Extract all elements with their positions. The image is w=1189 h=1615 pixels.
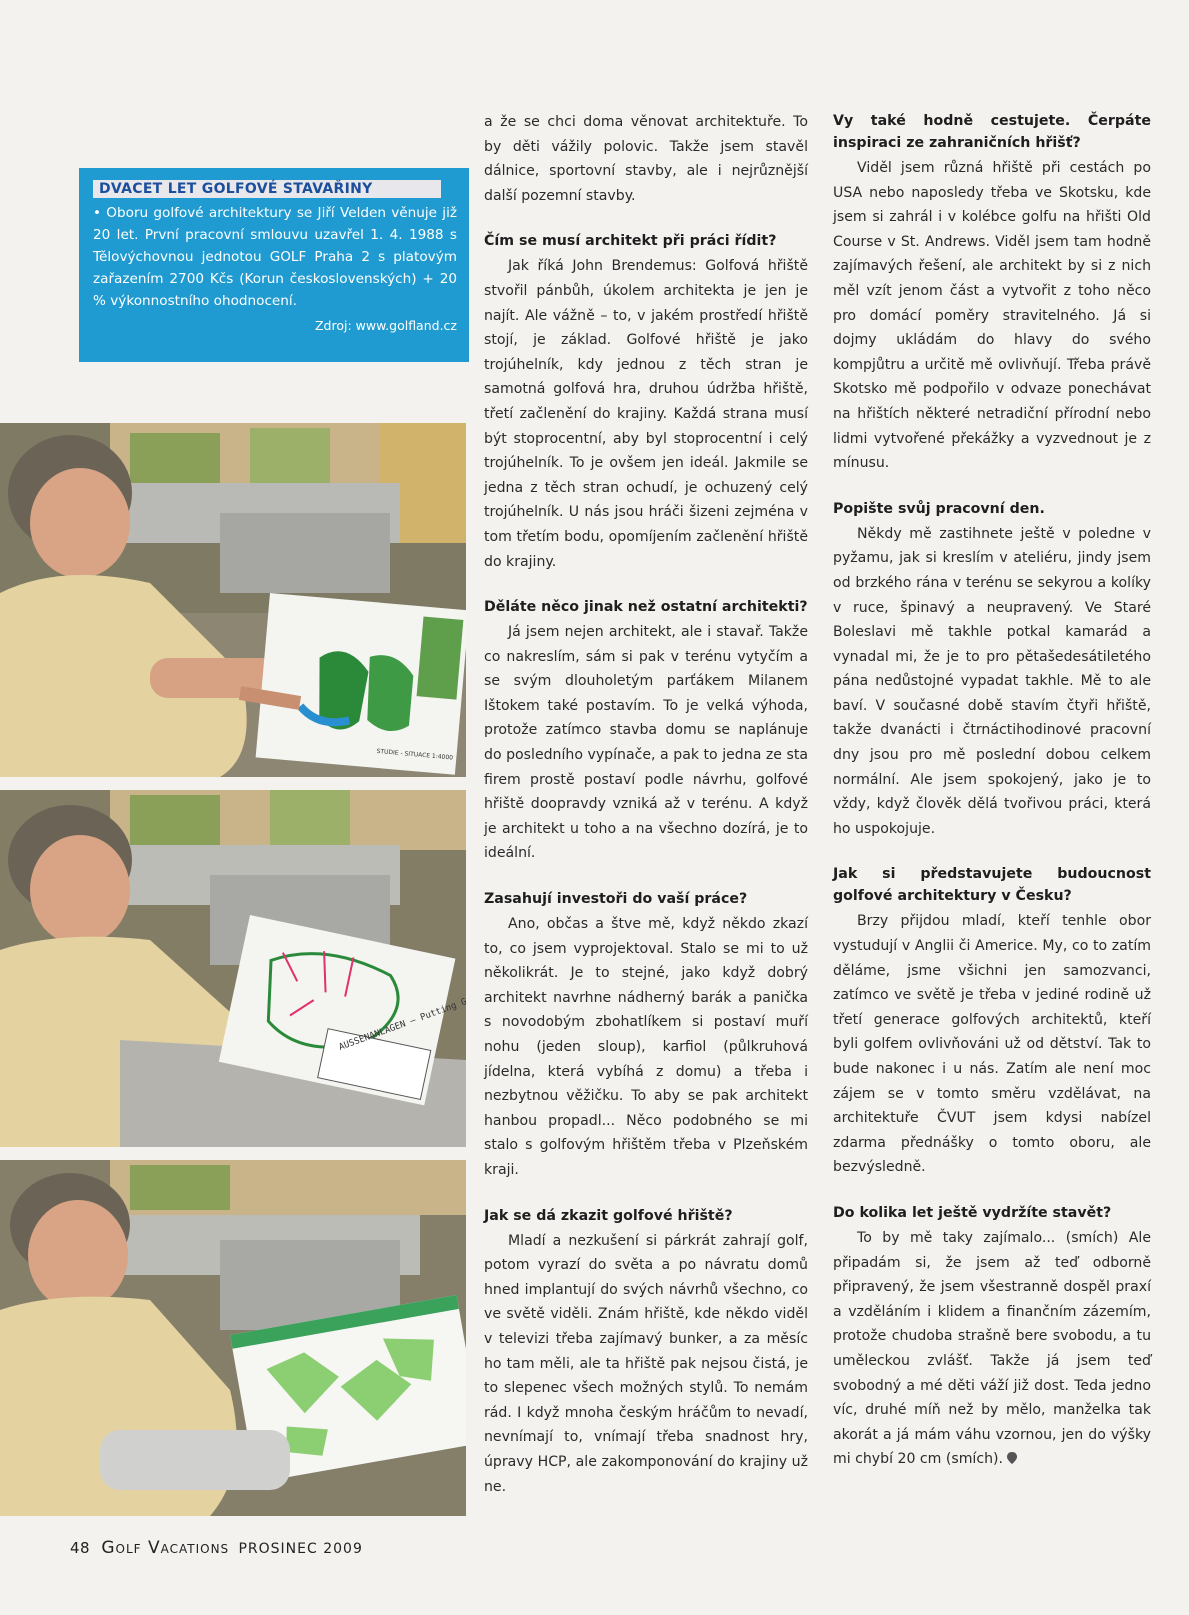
article-column-2: [833, 110, 1151, 1472]
interview-question: Popište svůj pracovní den.: [833, 500, 1045, 517]
page-number: 48: [70, 1539, 91, 1557]
plan1-label: STUDIE - SITUACE 1:4000: [376, 747, 454, 762]
interview-question: Vy také hodně cestujete. Čerpáte inspiraci ze zahraničních hřišť?: [833, 113, 1151, 151]
article-paragraph: Ano, občas a štve mě, když někdo zkazí to, co jsem vyprojektoval. Stalo se mi to už několikrát. Je to stejné, jako když dobrý architekt navrhne nádherný barák a panička s novodobým zbohatlíkem si postaví muří nohu (jeden sloup), karfiol (půlkruhová jídelna, která vybíhá z domu) a třeba i nezbytnou věžičku. To aby se pak architekt hanbou propadl... Něco podobného se mi stalo s golfovým hřištěm třeba v Plzeňském kraji.: [484, 916, 808, 1178]
article-paragraph: Já jsem nejen architekt, ale i stavař. Takže co nakreslím, sám si pak v terénu vytyčím a se svým dlouholetým parťákem Milanem Ištokem také postavím. To je velká výhoda, protože zatímco stavba domu se naplánuje do posledního vypínače, a pak to jedna ze sta firem prostě postaví podle návrhu, golfové hřiště doopravdy vzniká až v terénu. A když je architekt u toho a na všechno dozírá, je to ideální.: [484, 624, 808, 862]
photo-architect-1: [0, 423, 466, 777]
article-paragraph: [833, 1226, 1151, 1472]
interview-question: Čím se musí architekt při práci řídit?: [484, 233, 777, 250]
plan2-label: AUSSENANLAGEN – Putting Green: [337, 989, 466, 1053]
interview-question: Do kolika let ještě vydržíte stavět?: [833, 1204, 1112, 1221]
golf-pin-icon: [1007, 1452, 1017, 1464]
interview-question: Děláte něco jinak než ostatní architekti?: [484, 599, 808, 616]
article-column-1: [484, 110, 808, 1499]
interview-question: Jak si představujete budoucnost golfové architektury v Česku?: [833, 866, 1151, 905]
article-paragraph: Někdy mě zastihnete ještě v poledne v pyžamu, jak si kreslím v ateliéru, jindy jsem od brzkého rána v terénu se sekyrou a kolíky v ruce, špinavý a neupravený. Ve Staré Boleslavi mě takhle potkal kamarád a vynadal mi, že je to pro pětašedesátiletého pána nedůstojné vypadat takhle. Mě to ale baví. V současné době stavím čtyři hřiště, takže dvanácti i čtrnáctihodinové pracovní dny jsou pro mě poslední dobou celkem normální. Ale jsem spokojený, jako je to vždy, když člověk dělá tvořivou práci, která ho uspokojuje.: [833, 525, 1151, 837]
sidebar-box: [79, 168, 469, 362]
issue-date: PROSINEC 2009: [238, 1541, 363, 1557]
sidebar-body: • Oboru golfové architektury se Jiří Velden věnuje již 20 let. První pracovní smlouvu uzavřel 1. 4. 1988 s Tělovýchovnou jednotou GOLF Praha 2 s platovým zařazením 2700 Kčs (Korun československých) + 20 % výkonnostního ohodnocení.: [93, 205, 457, 309]
article-paragraph: Jak říká John Brendemus: Golfová hřiště stvořil pánbůh, úkolem architekta je jen je najít. Ale vážně – to, v jakém prostředí hřiště stojí, je základ. Golfové hřiště je jako trojúhelník, kdy jednou z těch stran je samotná golfová hra, druhou údržba hřiště, třetí začlenění do krajiny. Každá strana musí být stoprocentní, aby byl stoprocentní i celý trojúhelník. To je ovšem jen ideál. Jakmile se jedna z těch stran ochudí, je ochuzený celý trojúhelník. U nás jsou hráči šizeni zejména v tom třetím bodu, opomíjením začlenění hřiště do krajiny.: [484, 258, 808, 570]
article-paragraph: a že se chci doma věnovat architektuře. To by děti vážily polovic. Takže jsem stavěl dálnice, sportovní stavby, ale i nejrůznější další pozemní stavby.: [484, 114, 808, 204]
article-paragraph: Viděl jsem různá hřiště při cestách po USA nebo naposledy třeba ve Skotsku, kde jsem si zahrál i v kolébce golfu na hřišti Old Course v St. Andrews. Viděl jsem tam hodně zajímavých řešení, ale architekt by si z nich měl vzít jenom část a vytvořit z toho něco pro domácí poměry stravitelného. Já si dojmy ukládám do hlavy do svého kompjůtru a určitě mě ovlivňují. Třeba právě Skotsko mě podpořilo v odvaze ponechávat na hřištích některé netradiční přírodní nebo lidmi vytvořené překážky a vyzvednout je z mínusu.: [833, 160, 1151, 472]
article-paragraph-text: To by mě taky zajímalo... (smích) Ale připadám si, že jsem až teď odborně připravený, že jsem všestranně dospěl praxí a vzděláním i klidem a finančním zázemím, protože chudoba strašně bere svobodu, a tu uměleckou zvlášť. Takže já jsem teď svobodný a mé děti váží již dost. Teda jedno víc, druhé míň než by mělo, manželka tak akorát a já mám váhu vzornou, jen do výšky mi chybí 20 cm (smích).: [833, 1229, 1151, 1468]
sidebar-title: DVACET LET GOLFOVÉ STAVAŘINY: [93, 180, 441, 198]
photo-architect-2: [0, 790, 466, 1147]
interview-question: Zasahují investoři do vaší práce?: [484, 891, 748, 908]
article-paragraph: Mladí a nezkušení si párkrát zahrají golf, potom vyrazí do světa a po návratu domů hned implantují do svých návrhů všechno, co ve světě viděli. Znám hřiště, kde někdo viděl v televizi třeba zajímavý bunker, a za měsíc ho tam měli, ale ta hřiště pak nejsou čistá, je to slepenec všech možných stylů. To nemám rád. I když mnoha českým hráčům to nevadí, nevnímají to, vnímají třeba snadnost hry, úpravy HCP, ale zakomponování do krajiny už ne.: [484, 1232, 808, 1495]
sidebar-source: Zdroj: www.golfland.cz: [314, 318, 457, 333]
photo-architect-3: [0, 1160, 466, 1516]
article-paragraph: Brzy přijdou mladí, kteří tenhle obor vystudují v Anglii či Americe. My, co to zatím děláme, jsme všichni jen samozvanci, zatímco ve světě je třeba v jediné rodině už třetí generace golfových architektů, kteří byli golfem ovlivňováni už od dětství. Tak to bude nakonec i u nás. Zatím ale není moc zájem se v tomto směru vzdělávat, na architektuře ČVUT jsem kdysi nabízel zdarma přednášky o tomto oboru, ale bezvýsledně.: [833, 913, 1151, 1176]
magazine-name: Golf Vacations: [101, 1538, 230, 1558]
interview-question: Jak se dá zkazit golfové hřiště?: [484, 1207, 733, 1224]
page-footer: [70, 1538, 363, 1558]
